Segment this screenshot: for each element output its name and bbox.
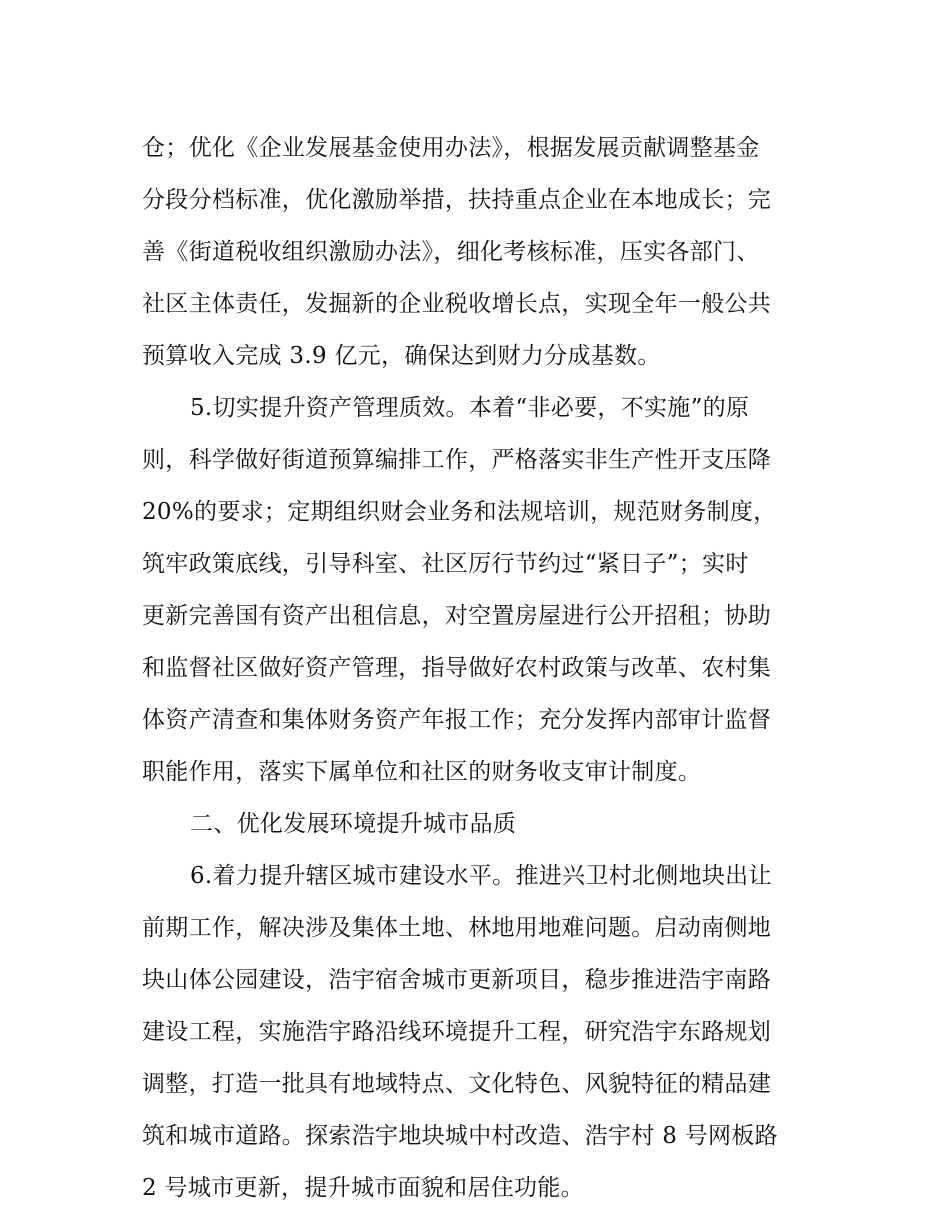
text-line: 5.切实提升资产管理质效。本着“非必要，不实施”的原 [190,395,750,421]
text-line: 仓；优化《企业发展基金使用办法》，根据发展贡献调整基金 [142,135,760,161]
text-line: 调整，打造一批具有地域特点、文化特色、风貌特征的精品建 [142,1071,772,1097]
text-line: 6.着力提升辖区城市建设水平。推进兴卫村北侧地块出让 [190,863,772,889]
text-line: 更新完善国有资产出租信息，对空置房屋进行公开招租；协助 [142,603,772,629]
text-line: 筑和城市道路。探索浩宇地块城中村改造、浩宇村 8 号网板路 [142,1123,778,1149]
text-line: 建设工程，实施浩宇路沿线环境提升工程，研究浩宇东路规划 [142,1019,772,1045]
paragraph-continuation [142,122,812,382]
text-line: 和监督社区做好资产管理，指导做好农村政策与改革、农村集 [142,655,772,681]
text-line: 前期工作，解决涉及集体土地、林地用地难问题。启动南侧地 [142,915,772,941]
text-line: 善《街道税收组织激励办法》，细化考核标准，压实各部门、 [142,239,760,265]
text-line: 预算收入完成 3.9 亿元，确保达到财力分成基数。 [142,343,661,369]
text-line: 20%的要求；定期组织财会业务和法规培训，规范财务制度， [142,499,777,525]
section-heading: 二、优化发展环境提升城市品质 [190,811,517,837]
paragraph-urban-construction [142,850,812,1214]
paragraph-asset-management [142,382,812,798]
document-body [142,122,812,1214]
text-line: 块山体公园建设，浩宇宿舍城市更新项目，稳步推进浩宇南路 [142,967,772,993]
text-line: 职能作用，落实下属单位和社区的财务收支审计制度。 [142,759,702,785]
text-line: 筑牢政策底线，引导科室、社区厉行节约过“紧日子”；实时 [142,551,749,577]
text-line: 则，科学做好街道预算编排工作，严格落实非生产性开支压降 [142,447,772,473]
text-line: 2 号城市更新，提升城市面貌和居住功能。 [142,1175,584,1201]
text-line: 体资产清查和集体财务资产年报工作；充分发挥内部审计监督 [142,707,772,733]
text-line: 分段分档标准，优化激励举措，扶持重点企业在本地成长；完 [142,187,772,213]
text-line: 社区主体责任，发掘新的企业税收增长点，实现全年一般公共 [142,291,772,317]
